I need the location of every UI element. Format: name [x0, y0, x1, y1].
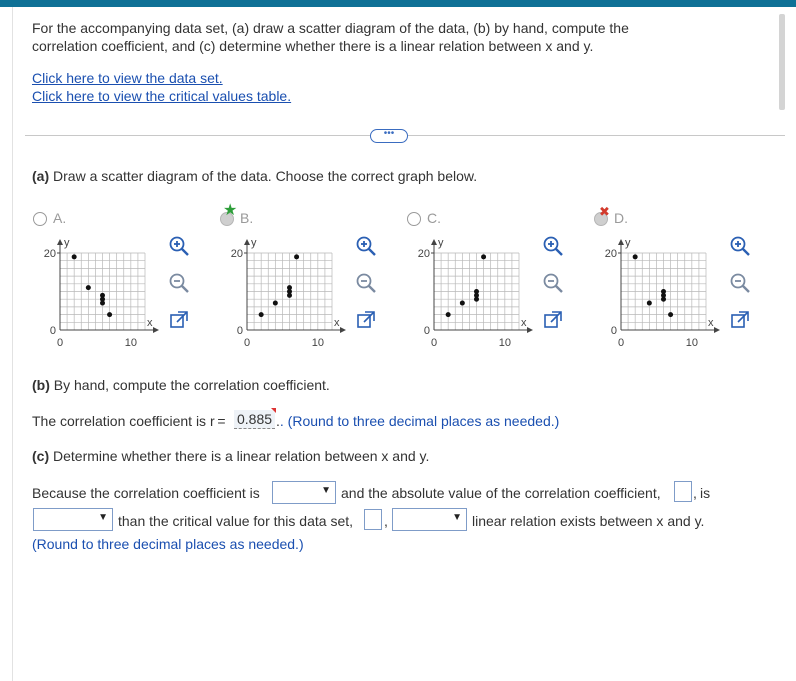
- open-new-window-icon[interactable]: [542, 309, 564, 331]
- x-tick-0: 0: [56, 337, 64, 346]
- correlation-answer-field[interactable]: 0.885: [234, 410, 275, 429]
- zoom-out-icon[interactable]: [542, 272, 564, 294]
- part-b-prefix: (b): [32, 377, 50, 393]
- top-accent-bar: [0, 0, 796, 7]
- option-label: D.: [614, 210, 628, 226]
- zoom-out-icon[interactable]: [168, 272, 190, 294]
- scrollbar[interactable]: [779, 14, 785, 110]
- y-axis-label: y: [625, 237, 631, 249]
- data-point: [474, 289, 479, 294]
- part-b-hint: . (Round to three decimal places as needed.): [279, 413, 560, 429]
- comparison-dropdown[interactable]: [33, 508, 113, 531]
- data-point: [287, 285, 292, 290]
- y-axis-arrow: [244, 239, 250, 245]
- part-a-prefix: (a): [32, 168, 50, 184]
- x-axis-label: x: [521, 317, 527, 329]
- incorrect-x-icon: ✖: [599, 204, 610, 219]
- scatter-graph: [222, 236, 352, 346]
- y-tick-20: 20: [604, 248, 617, 260]
- data-point: [446, 312, 451, 317]
- part-a-heading: [32, 167, 477, 185]
- x-axis-arrow: [527, 327, 533, 333]
- option-radio[interactable]: [33, 212, 47, 226]
- y-axis-label: y: [64, 237, 70, 249]
- zoom-in-icon[interactable]: [542, 235, 564, 257]
- existence-dropdown[interactable]: [392, 508, 467, 531]
- open-new-window-icon[interactable]: [729, 309, 751, 331]
- x-axis-arrow: [714, 327, 720, 333]
- data-point: [647, 301, 652, 306]
- x-tick-10: 10: [311, 337, 324, 346]
- x-axis-label: x: [147, 317, 153, 329]
- x-axis-arrow: [340, 327, 346, 333]
- y-axis-arrow: [431, 239, 437, 245]
- y-axis-label: y: [438, 237, 444, 249]
- open-new-window-icon[interactable]: [355, 309, 377, 331]
- scatter-graph: [35, 236, 165, 346]
- x-tick-0: 0: [430, 337, 438, 346]
- open-new-window-icon[interactable]: [168, 309, 190, 331]
- option-label: B.: [240, 210, 254, 226]
- chevron-down-icon: ▼: [321, 485, 331, 496]
- y-axis-label: y: [251, 237, 257, 249]
- data-set-link[interactable]: Click here to view the data set.: [32, 70, 223, 86]
- option-label: A.: [53, 210, 67, 226]
- x-tick-10: 10: [685, 337, 698, 346]
- part-c-hint: (Round to three decimal places as needed.): [32, 536, 304, 552]
- data-point: [259, 312, 264, 317]
- part-c-sentence-start: Because the correlation coefficient is: [32, 485, 260, 501]
- y-axis-arrow: [57, 239, 63, 245]
- scatter-graph: [409, 236, 539, 346]
- zoom-in-icon[interactable]: [168, 235, 190, 257]
- x-tick-10: 10: [498, 337, 511, 346]
- comma-2: ,: [384, 513, 388, 529]
- part-c-text: Determine whether there is a linear relation between x and y.: [49, 448, 430, 464]
- left-border: [12, 7, 13, 681]
- abs-correlation-input[interactable]: [674, 481, 692, 502]
- data-point: [86, 285, 91, 290]
- part-a-text: Draw a scatter diagram of the data. Choose the correct graph below.: [49, 168, 478, 184]
- data-point: [661, 289, 666, 294]
- zoom-in-icon[interactable]: [729, 235, 751, 257]
- y-tick-0: 0: [236, 325, 243, 337]
- question-line-1: For the accompanying data set, (a) draw a scatter diagram of the data, (b) by hand, compute the: [32, 20, 629, 36]
- y-tick-0: 0: [610, 325, 617, 337]
- y-tick-20: 20: [43, 248, 56, 260]
- answer-dot: .: [276, 413, 280, 429]
- x-tick-10: 10: [124, 337, 137, 346]
- chevron-down-icon: ▼: [98, 512, 108, 523]
- data-point: [294, 254, 299, 259]
- data-point: [633, 254, 638, 259]
- part-b-heading: [32, 376, 330, 394]
- correct-star-icon: ★: [223, 202, 238, 219]
- scatter-graph: [596, 236, 726, 346]
- y-axis-arrow: [618, 239, 624, 245]
- more-button[interactable]: •••: [370, 129, 408, 143]
- x-tick-0: 0: [617, 337, 625, 346]
- part-b-answer-suffix: [276, 412, 559, 430]
- part-c-prefix: (c): [32, 448, 50, 464]
- y-tick-0: 0: [423, 325, 430, 337]
- part-c-line2-mid: than the critical value for this data set,: [118, 513, 354, 529]
- x-axis-label: x: [708, 317, 714, 329]
- sign-dropdown[interactable]: [272, 481, 336, 504]
- option-label: C.: [427, 210, 441, 226]
- y-tick-20: 20: [417, 248, 430, 260]
- data-point: [460, 301, 465, 306]
- critical-value-input[interactable]: [364, 509, 382, 530]
- data-point: [273, 301, 278, 306]
- part-c-heading: [32, 447, 429, 465]
- data-point: [481, 254, 486, 259]
- y-tick-20: 20: [230, 248, 243, 260]
- part-c-sentence-end: is: [700, 485, 711, 501]
- part-c-line2-end: linear relation exists between x and y.: [472, 513, 705, 529]
- data-point: [107, 312, 112, 317]
- question-line-2: correlation coefficient, and (c) determine whether there is a linear relation between x and y.: [32, 38, 594, 54]
- data-point: [668, 312, 673, 317]
- chevron-down-icon: ▼: [452, 512, 462, 523]
- part-c-sentence-mid: and the absolute value of the correlation coefficient,: [341, 485, 661, 501]
- y-tick-0: 0: [49, 325, 56, 337]
- zoom-out-icon[interactable]: [355, 272, 377, 294]
- data-point: [100, 301, 105, 306]
- comma-1: ,: [693, 485, 697, 501]
- zoom-out-icon[interactable]: [729, 272, 751, 294]
- data-point: [72, 254, 77, 259]
- part-b-answer-prefix: The correlation coefficient is r =: [32, 413, 226, 429]
- x-tick-0: 0: [243, 337, 251, 346]
- critical-values-link[interactable]: Click here to view the critical values table.: [32, 88, 292, 104]
- x-axis-label: x: [334, 317, 340, 329]
- x-axis-arrow: [153, 327, 159, 333]
- option-radio[interactable]: [407, 212, 421, 226]
- zoom-in-icon[interactable]: [355, 235, 377, 257]
- part-b-text: By hand, compute the correlation coefficient.: [49, 377, 330, 393]
